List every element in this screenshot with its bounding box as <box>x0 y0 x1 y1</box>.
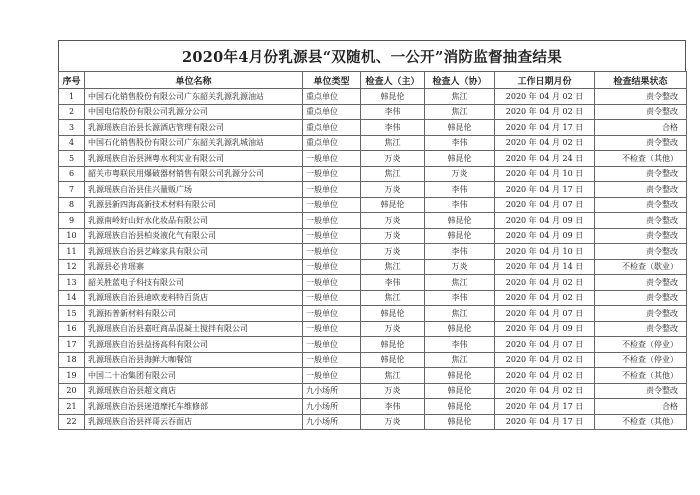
cell-inspector-main: 焦江 <box>361 166 425 182</box>
cell-work-date: 2020 年 04 月 02 日 <box>495 290 595 306</box>
cell-unit-type: 九小场所 <box>303 399 361 415</box>
cell-result-status: 合格 <box>595 399 687 415</box>
cell-work-date: 2020 年 04 月 24 日 <box>495 151 595 167</box>
cell-inspector-assist: 万炎 <box>425 259 495 275</box>
cell-unit-name: 中国二十冶集团有限公司 <box>85 368 303 384</box>
cell-work-date: 2020 年 04 月 02 日 <box>495 89 595 105</box>
cell-unit-name: 乳源县必肯瑶寨 <box>85 259 303 275</box>
cell-result-status: 责令整改 <box>595 166 687 182</box>
cell-serial: 7 <box>59 182 85 198</box>
cell-inspector-main: 焦江 <box>361 290 425 306</box>
cell-serial: 3 <box>59 120 85 136</box>
cell-inspector-main: 李伟 <box>361 399 425 415</box>
cell-inspector-main: 万炎 <box>361 321 425 337</box>
cell-inspector-assist: 焦江 <box>425 104 495 120</box>
cell-inspector-main: 韩昆伦 <box>361 89 425 105</box>
header-result-status: 检查结果状态 <box>595 72 687 89</box>
cell-unit-name: 乳源瑶族自治县艺峰家具有限公司 <box>85 244 303 260</box>
cell-inspector-assist: 韩昆伦 <box>425 151 495 167</box>
cell-unit-name: 乳源瑶族自治县益扬高科有限公司 <box>85 337 303 353</box>
table-row <box>59 383 687 399</box>
cell-inspector-assist: 焦江 <box>425 275 495 291</box>
cell-unit-name: 中国石化销售股份有限公司广东韶关乳源乳城油站 <box>85 135 303 151</box>
cell-work-date: 2020 年 04 月 07 日 <box>495 197 595 213</box>
cell-work-date: 2020 年 04 月 17 日 <box>495 399 595 415</box>
document-title: 2020年4月份乳源县“双随机、一公开”消防监督抽查结果 <box>58 40 686 71</box>
table-row <box>59 213 687 229</box>
cell-unit-type: 九小场所 <box>303 383 361 399</box>
cell-unit-name: 韶关市粤联民用爆破器材销售有限公司乳源分公司 <box>85 166 303 182</box>
cell-result-status: 责令整改 <box>595 275 687 291</box>
header-unit-type: 单位类型 <box>303 72 361 89</box>
cell-inspector-assist: 韩昆伦 <box>425 228 495 244</box>
cell-inspector-assist: 韩昆伦 <box>425 213 495 229</box>
table-row <box>59 182 687 198</box>
cell-unit-name: 乳源瑶族自治县迪欧麦料特百货店 <box>85 290 303 306</box>
cell-unit-type: 一般单位 <box>303 197 361 213</box>
cell-result-status: 责令整改 <box>595 383 687 399</box>
cell-serial: 17 <box>59 337 85 353</box>
cell-unit-type: 一般单位 <box>303 275 361 291</box>
cell-result-status: 责令整改 <box>595 290 687 306</box>
cell-serial: 15 <box>59 306 85 322</box>
cell-unit-type: 重点单位 <box>303 135 361 151</box>
cell-unit-name: 乳源瑶族自治县嘉旺商品混凝土搅拌有限公司 <box>85 321 303 337</box>
cell-result-status: 责令整改 <box>595 182 687 198</box>
cell-unit-type: 九小场所 <box>303 414 361 430</box>
cell-inspector-main: 万炎 <box>361 182 425 198</box>
table-row <box>59 135 687 151</box>
cell-result-status: 责令整改 <box>595 321 687 337</box>
inspection-sheet <box>58 40 686 430</box>
cell-result-status: 责令整改 <box>595 197 687 213</box>
cell-result-status: 责令整改 <box>595 228 687 244</box>
cell-serial: 16 <box>59 321 85 337</box>
cell-unit-name: 乳源瑶族自治县祥哥云吞面店 <box>85 414 303 430</box>
table-row <box>59 275 687 291</box>
cell-work-date: 2020 年 04 月 09 日 <box>495 213 595 229</box>
table-body <box>59 89 687 430</box>
cell-serial: 12 <box>59 259 85 275</box>
cell-work-date: 2020 年 04 月 02 日 <box>495 368 595 384</box>
table-row <box>59 306 687 322</box>
cell-work-date: 2020 年 04 月 17 日 <box>495 414 595 430</box>
cell-work-date: 2020 年 04 月 07 日 <box>495 337 595 353</box>
cell-result-status: 不检查（停业） <box>595 337 687 353</box>
table-row <box>59 151 687 167</box>
cell-unit-name: 乳源瑶族自治县柏炎液化气有限公司 <box>85 228 303 244</box>
cell-serial: 20 <box>59 383 85 399</box>
cell-work-date: 2020 年 04 月 10 日 <box>495 244 595 260</box>
inspection-results-table <box>58 71 687 430</box>
cell-unit-type: 一般单位 <box>303 290 361 306</box>
cell-inspector-main: 万炎 <box>361 228 425 244</box>
cell-inspector-assist: 李伟 <box>425 244 495 260</box>
cell-unit-type: 一般单位 <box>303 244 361 260</box>
cell-result-status: 不检查（其他） <box>595 368 687 384</box>
table-row <box>59 244 687 260</box>
cell-unit-type: 重点单位 <box>303 104 361 120</box>
cell-unit-name: 乳源瑶族自治县迷道摩托车维修部 <box>85 399 303 415</box>
cell-inspector-assist: 李伟 <box>425 182 495 198</box>
cell-unit-name: 乳源南岭好山好水化妆品有限公司 <box>85 213 303 229</box>
cell-serial: 8 <box>59 197 85 213</box>
table-row <box>59 259 687 275</box>
cell-result-status: 不检查（其他） <box>595 151 687 167</box>
cell-inspector-assist: 韩昆伦 <box>425 399 495 415</box>
cell-inspector-main: 万炎 <box>361 414 425 430</box>
cell-unit-name: 中国石化销售股份有限公司广东韶关乳源乳源油站 <box>85 89 303 105</box>
cell-unit-type: 一般单位 <box>303 337 361 353</box>
cell-inspector-assist: 韩昆伦 <box>425 383 495 399</box>
cell-result-status: 不检查（停业） <box>595 352 687 368</box>
cell-serial: 13 <box>59 275 85 291</box>
table-row <box>59 321 687 337</box>
cell-unit-type: 一般单位 <box>303 321 361 337</box>
cell-serial: 5 <box>59 151 85 167</box>
table-row <box>59 197 687 213</box>
cell-unit-name: 乳源瑶族自治县海鲜大咖餐馆 <box>85 352 303 368</box>
cell-unit-type: 一般单位 <box>303 352 361 368</box>
cell-serial: 11 <box>59 244 85 260</box>
table-row <box>59 337 687 353</box>
cell-unit-type: 一般单位 <box>303 213 361 229</box>
cell-inspector-assist: 韩昆伦 <box>425 368 495 384</box>
cell-inspector-main: 万炎 <box>361 383 425 399</box>
cell-serial: 6 <box>59 166 85 182</box>
cell-work-date: 2020 年 04 月 14 日 <box>495 259 595 275</box>
cell-inspector-main: 韩昆伦 <box>361 306 425 322</box>
cell-result-status: 责令整改 <box>595 104 687 120</box>
cell-result-status: 不检查（歇业） <box>595 259 687 275</box>
cell-inspector-assist: 李伟 <box>425 337 495 353</box>
table-row <box>59 89 687 105</box>
cell-work-date: 2020 年 04 月 17 日 <box>495 120 595 136</box>
cell-unit-name: 乳源拓普新材料有限公司 <box>85 306 303 322</box>
cell-inspector-assist: 焦江 <box>425 89 495 105</box>
cell-inspector-assist: 李伟 <box>425 197 495 213</box>
cell-work-date: 2020 年 04 月 02 日 <box>495 275 595 291</box>
cell-inspector-main: 李伟 <box>361 120 425 136</box>
cell-inspector-main: 焦江 <box>361 135 425 151</box>
table-row <box>59 414 687 430</box>
cell-unit-name: 乳源瑶族自治县洲粤水利实业有限公司 <box>85 151 303 167</box>
cell-serial: 18 <box>59 352 85 368</box>
cell-inspector-assist: 韩昆伦 <box>425 414 495 430</box>
cell-unit-name: 乳源瑶族自治县长源酒店管理有限公司 <box>85 120 303 136</box>
cell-work-date: 2020 年 04 月 09 日 <box>495 228 595 244</box>
cell-result-status: 责令整改 <box>595 213 687 229</box>
cell-work-date: 2020 年 04 月 09 日 <box>495 321 595 337</box>
cell-work-date: 2020 年 04 月 02 日 <box>495 352 595 368</box>
cell-unit-type: 一般单位 <box>303 228 361 244</box>
header-inspector-main: 检查人（主） <box>361 72 425 89</box>
cell-result-status: 不检查（其他） <box>595 414 687 430</box>
cell-inspector-assist: 李伟 <box>425 135 495 151</box>
cell-unit-name: 乳源瑶族自治县佳兴量贩广场 <box>85 182 303 198</box>
cell-inspector-main: 万炎 <box>361 213 425 229</box>
cell-unit-type: 一般单位 <box>303 151 361 167</box>
cell-inspector-assist: 焦江 <box>425 306 495 322</box>
cell-unit-type: 一般单位 <box>303 259 361 275</box>
header-inspector-assist: 检查人（协） <box>425 72 495 89</box>
cell-work-date: 2020 年 04 月 07 日 <box>495 306 595 322</box>
cell-unit-type: 一般单位 <box>303 166 361 182</box>
cell-inspector-assist: 李伟 <box>425 290 495 306</box>
cell-unit-type: 一般单位 <box>303 306 361 322</box>
cell-serial: 10 <box>59 228 85 244</box>
cell-work-date: 2020 年 04 月 02 日 <box>495 383 595 399</box>
cell-work-date: 2020 年 04 月 10 日 <box>495 166 595 182</box>
table-row <box>59 352 687 368</box>
table-row <box>59 399 687 415</box>
cell-unit-type: 重点单位 <box>303 89 361 105</box>
cell-inspector-main: 焦江 <box>361 259 425 275</box>
table-row <box>59 120 687 136</box>
table-row <box>59 228 687 244</box>
table-row <box>59 166 687 182</box>
cell-serial: 14 <box>59 290 85 306</box>
cell-inspector-assist: 韩昆伦 <box>425 321 495 337</box>
cell-unit-type: 一般单位 <box>303 182 361 198</box>
cell-inspector-main: 韩昆伦 <box>361 197 425 213</box>
cell-work-date: 2020 年 04 月 17 日 <box>495 182 595 198</box>
header-work-date: 工作日期月份 <box>495 72 595 89</box>
cell-serial: 1 <box>59 89 85 105</box>
cell-result-status: 责令整改 <box>595 306 687 322</box>
cell-inspector-main: 韩昆伦 <box>361 337 425 353</box>
cell-result-status: 责令整改 <box>595 135 687 151</box>
cell-unit-type: 重点单位 <box>303 120 361 136</box>
cell-inspector-assist: 焦江 <box>425 352 495 368</box>
cell-serial: 9 <box>59 213 85 229</box>
cell-serial: 4 <box>59 135 85 151</box>
cell-result-status: 责令整改 <box>595 244 687 260</box>
cell-unit-name: 韶关胜蓝电子科技有限公司 <box>85 275 303 291</box>
cell-unit-type: 一般单位 <box>303 368 361 384</box>
cell-work-date: 2020 年 04 月 02 日 <box>495 104 595 120</box>
cell-inspector-main: 万炎 <box>361 244 425 260</box>
cell-inspector-main: 李伟 <box>361 104 425 120</box>
cell-result-status: 合格 <box>595 120 687 136</box>
cell-inspector-main: 焦江 <box>361 368 425 384</box>
header-serial: 序号 <box>59 72 85 89</box>
cell-serial: 21 <box>59 399 85 415</box>
cell-unit-name: 乳源县新四海高新技术材料有限公司 <box>85 197 303 213</box>
cell-unit-name: 中国电信股份有限公司乳源分公司 <box>85 104 303 120</box>
cell-unit-name: 乳源瑶族自治县超文商店 <box>85 383 303 399</box>
cell-serial: 19 <box>59 368 85 384</box>
cell-result-status: 责令整改 <box>595 89 687 105</box>
cell-serial: 22 <box>59 414 85 430</box>
table-row <box>59 368 687 384</box>
cell-inspector-main: 万炎 <box>361 151 425 167</box>
cell-inspector-main: 李伟 <box>361 275 425 291</box>
table-row <box>59 290 687 306</box>
table-header-row <box>59 72 687 89</box>
cell-inspector-assist: 韩昆伦 <box>425 120 495 136</box>
cell-work-date: 2020 年 04 月 02 日 <box>495 135 595 151</box>
cell-inspector-assist: 万炎 <box>425 166 495 182</box>
table-row <box>59 104 687 120</box>
header-unit-name: 单位名称 <box>85 72 303 89</box>
cell-serial: 2 <box>59 104 85 120</box>
cell-inspector-main: 韩昆伦 <box>361 352 425 368</box>
